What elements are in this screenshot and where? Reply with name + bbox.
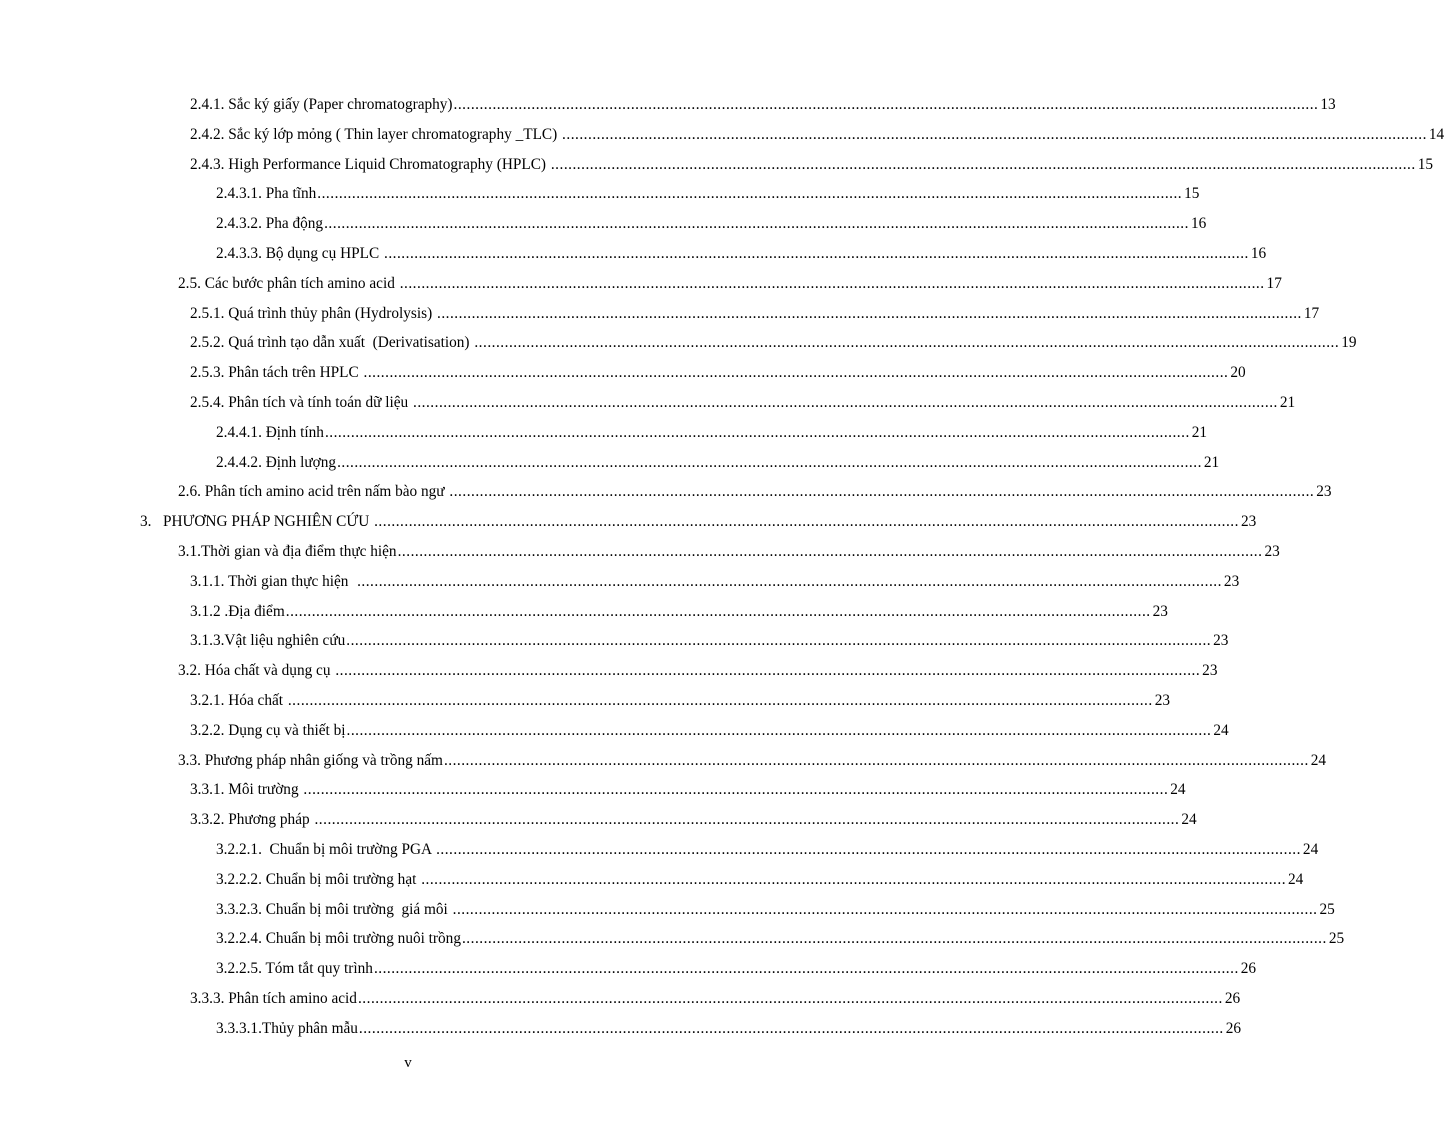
toc-dot-leader: ........................................................................................................................................................................................................: [397, 542, 1263, 560]
toc-entry-page-number: 23: [1152, 602, 1168, 620]
toc-dot-leader: ........................................................................................................................................................................................................: [363, 364, 1229, 382]
toc-entry-title: 2.4.1. Sắc ký giấy (Paper chromatography): [190, 90, 454, 120]
toc-dot-leader: ........................................................................................................................................................................................................: [357, 572, 1222, 590]
toc-entry-page-number: 26: [1240, 960, 1257, 978]
toc-entry-page-number: 21: [1279, 393, 1296, 411]
toc-entry-title: 2.4.3. High Performance Liquid Chromatography (HPLC): [190, 150, 551, 180]
toc-entry[interactable]: [0, 954, 1257, 984]
toc-entry-title: 3.3.2. Phương pháp: [190, 805, 314, 835]
toc-entry-page-number: 23: [1213, 632, 1229, 650]
toc-entry-page-number: 24: [1310, 751, 1327, 769]
toc-entry[interactable]: [0, 209, 1207, 239]
toc-dot-leader: ........................................................................................................................................................................................................: [453, 96, 1319, 113]
toc-entry-page-number: 23: [1154, 691, 1170, 709]
toc-entry-title: 2.4.2. Sắc ký lớp mỏng ( Thin layer chromatography _TLC): [190, 120, 562, 150]
toc-entry-page-number: 21: [1203, 453, 1220, 471]
toc-dot-leader: ........................................................................................................................................................................................................: [317, 185, 1183, 203]
toc-entry[interactable]: [0, 805, 1197, 835]
toc-entry-title: 3.3. Phương pháp nhân giống và trồng nấm: [178, 746, 444, 776]
table-of-contents: [0, 90, 1444, 1044]
toc-entry-title: 2.4.4.1. Định tính: [216, 418, 325, 448]
toc-entry-page-number: 13: [1320, 96, 1336, 113]
toc-dot-leader: ........................................................................................................................................................................................................: [437, 304, 1302, 322]
toc-entry[interactable]: [0, 924, 1345, 954]
toc-entry-page-number: 14: [1428, 125, 1444, 143]
toc-dot-leader: ........................................................................................................................................................................................................: [474, 334, 1340, 352]
toc-entry-title: 2.5. Các bước phân tích amino acid: [178, 269, 400, 299]
toc-entry[interactable]: [0, 537, 1280, 567]
toc-dot-leader: ........................................................................................................................................................................................................: [449, 483, 1315, 501]
toc-entry[interactable]: [0, 686, 1170, 716]
toc-entry-title: 2.5.2. Quá trình tạo dẫn xuất (Derivatisation): [190, 328, 474, 358]
toc-dot-leader: ........................................................................................................................................................................................................: [413, 393, 1278, 411]
toc-entry-page-number: 23: [1202, 662, 1218, 680]
toc-dot-leader: ........................................................................................................................................................................................................: [287, 691, 1153, 709]
toc-entry-page-number: 25: [1319, 900, 1335, 918]
toc-entry-title: 3.2.2.5. Tóm tắt quy trình: [216, 954, 374, 984]
toc-entry-title: 3.3.1. Môi trường: [190, 775, 303, 805]
toc-entry[interactable]: [0, 418, 1208, 448]
toc-entry[interactable]: [0, 448, 1220, 478]
toc-dot-leader: ........................................................................................................................................................................................................: [357, 989, 1223, 1007]
toc-entry[interactable]: [0, 179, 1200, 209]
toc-dot-leader: ........................................................................................................................................................................................................: [346, 632, 1212, 650]
toc-dot-leader: ........................................................................................................................................................................................................: [324, 423, 1190, 441]
toc-entry[interactable]: [0, 656, 1218, 686]
toc-dot-leader: ........................................................................................................................................................................................................: [314, 811, 1180, 829]
toc-entry-title: 3.2.2.1. Chuẩn bị môi trường PGA: [216, 835, 436, 865]
toc-entry-page-number: 24: [1213, 721, 1229, 739]
toc-entry-page-number: 17: [1266, 274, 1282, 292]
toc-dot-leader: ........................................................................................................................................................................................................: [550, 155, 1416, 173]
toc-entry[interactable]: [0, 984, 1241, 1014]
toc-entry-page-number: 15: [1417, 155, 1433, 173]
toc-entry[interactable]: [0, 120, 1444, 150]
toc-dot-leader: ........................................................................................................................................................................................................: [461, 930, 1327, 948]
toc-dot-leader: ........................................................................................................................................................................................................: [443, 751, 1309, 769]
toc-entry[interactable]: [0, 477, 1332, 507]
toc-entry-title: 3.1.2 .Địa điểm: [190, 597, 286, 627]
toc-entry-title: 3.2.2.2. Chuẩn bị môi trường hạt: [216, 865, 421, 895]
toc-entry[interactable]: [0, 358, 1246, 388]
toc-entry[interactable]: [0, 626, 1229, 656]
toc-dot-leader: ........................................................................................................................................................................................................: [373, 960, 1239, 978]
toc-entry-title: 2.5.4. Phân tích và tính toán dữ liệu: [190, 388, 413, 418]
toc-entry-page-number: 17: [1303, 304, 1320, 322]
toc-entry-title: 3.2.1. Hóa chất: [190, 686, 288, 716]
toc-entry-page-number: 23: [1223, 572, 1240, 590]
toc-entry-page-number: 24: [1170, 781, 1186, 799]
toc-dot-leader: ........................................................................................................................................................................................................: [384, 244, 1249, 262]
toc-entry-title: 3.2.2.4. Chuẩn bị môi trường nuôi trồng: [216, 924, 462, 954]
toc-entry-title: 3.3.3.1.Thủy phân mẫu: [216, 1014, 359, 1044]
toc-entry-page-number: 24: [1181, 811, 1197, 829]
toc-entry-page-number: 15: [1184, 185, 1200, 203]
toc-entry-title: 3.1.1. Thời gian thực hiện: [190, 567, 357, 597]
toc-entry[interactable]: [0, 328, 1357, 358]
toc-dot-leader: ........................................................................................................................................................................................................: [337, 453, 1202, 471]
toc-entry[interactable]: [0, 90, 1336, 120]
toc-entry-page-number: 16: [1250, 244, 1267, 262]
toc-dot-leader: ........................................................................................................................................................................................................: [346, 721, 1212, 739]
toc-entry-title: 3.1.Thời gian và địa điểm thực hiện: [178, 537, 398, 567]
toc-dot-leader: ........................................................................................................................................................................................................: [452, 900, 1318, 918]
toc-dot-leader: ........................................................................................................................................................................................................: [374, 513, 1239, 531]
toc-entry-page-number: 24: [1288, 870, 1304, 888]
toc-entry[interactable]: [0, 865, 1304, 895]
toc-entry[interactable]: [0, 895, 1335, 925]
toc-entry[interactable]: [0, 1014, 1242, 1044]
toc-entry-page-number: 21: [1191, 423, 1208, 441]
page-number: v: [404, 1055, 412, 1071]
toc-entry[interactable]: [0, 150, 1433, 180]
toc-entry-title: 2.6. Phân tích amino acid trên nấm bào ngư: [178, 477, 449, 507]
toc-dot-leader: ........................................................................................................................................................................................................: [285, 602, 1151, 620]
toc-entry[interactable]: [0, 269, 1282, 299]
toc-entry-page-number: 25: [1328, 930, 1345, 948]
toc-entry-title: 3. PHƯƠNG PHÁP NGHIÊN CỨU: [140, 507, 374, 537]
toc-entry[interactable]: [0, 835, 1319, 865]
toc-dot-leader: ........................................................................................................................................................................................................: [335, 662, 1201, 680]
toc-entry-title: 2.4.3.3. Bộ dụng cụ HPLC: [216, 239, 384, 269]
toc-dot-leader: ........................................................................................................................................................................................................: [421, 870, 1287, 888]
toc-entry-page-number: 26: [1224, 989, 1241, 1007]
toc-entry-title: 3.3.3. Phân tích amino acid: [190, 984, 358, 1014]
toc-entry-title: 2.4.4.2. Định lượng: [216, 448, 337, 478]
toc-entry-title: 2.5.3. Phân tách trên HPLC: [190, 358, 364, 388]
toc-entry-title: 3.3.2.3. Chuẩn bị môi trường giá môi: [216, 895, 453, 925]
toc-entry[interactable]: [0, 507, 1257, 537]
toc-entry-title: 3.2.2. Dụng cụ và thiết bị: [190, 716, 347, 746]
toc-entry-page-number: 26: [1225, 1019, 1242, 1037]
toc-entry-page-number: 16: [1190, 215, 1207, 233]
toc-entry[interactable]: [0, 716, 1229, 746]
toc-entry-page-number: 20: [1230, 364, 1246, 382]
toc-entry-title: 3.2. Hóa chất và dụng cụ: [178, 656, 335, 686]
toc-entry-title: 2.5.1. Quá trình thủy phân (Hydrolysis): [190, 299, 437, 329]
toc-entry-page-number: 23: [1316, 483, 1332, 501]
toc-entry-title: 2.4.3.2. Pha động: [216, 209, 324, 239]
toc-dot-leader: ........................................................................................................................................................................................................: [399, 274, 1265, 292]
toc-dot-leader: ........................................................................................................................................................................................................: [358, 1019, 1224, 1037]
toc-dot-leader: ........................................................................................................................................................................................................: [562, 125, 1427, 143]
toc-entry[interactable]: [0, 746, 1327, 776]
toc-entry-title: 3.1.3.Vật liệu nghiên cứu: [190, 626, 346, 656]
toc-entry-page-number: 19: [1341, 334, 1357, 352]
toc-dot-leader: ........................................................................................................................................................................................................: [303, 781, 1169, 799]
toc-entry-title: 2.4.3.1. Pha tĩnh: [216, 179, 317, 209]
toc-entry[interactable]: [0, 567, 1240, 597]
toc-entry[interactable]: [0, 775, 1186, 805]
toc-entry[interactable]: [0, 597, 1168, 627]
toc-dot-leader: ........................................................................................................................................................................................................: [436, 840, 1301, 858]
toc-dot-leader: ........................................................................................................................................................................................................: [324, 215, 1189, 233]
toc-entry-page-number: 23: [1240, 513, 1257, 531]
toc-entry-page-number: 23: [1264, 542, 1280, 560]
toc-entry[interactable]: [0, 239, 1267, 269]
toc-entry[interactable]: [0, 388, 1296, 418]
toc-entry[interactable]: [0, 299, 1320, 329]
toc-entry-page-number: 24: [1302, 840, 1319, 858]
